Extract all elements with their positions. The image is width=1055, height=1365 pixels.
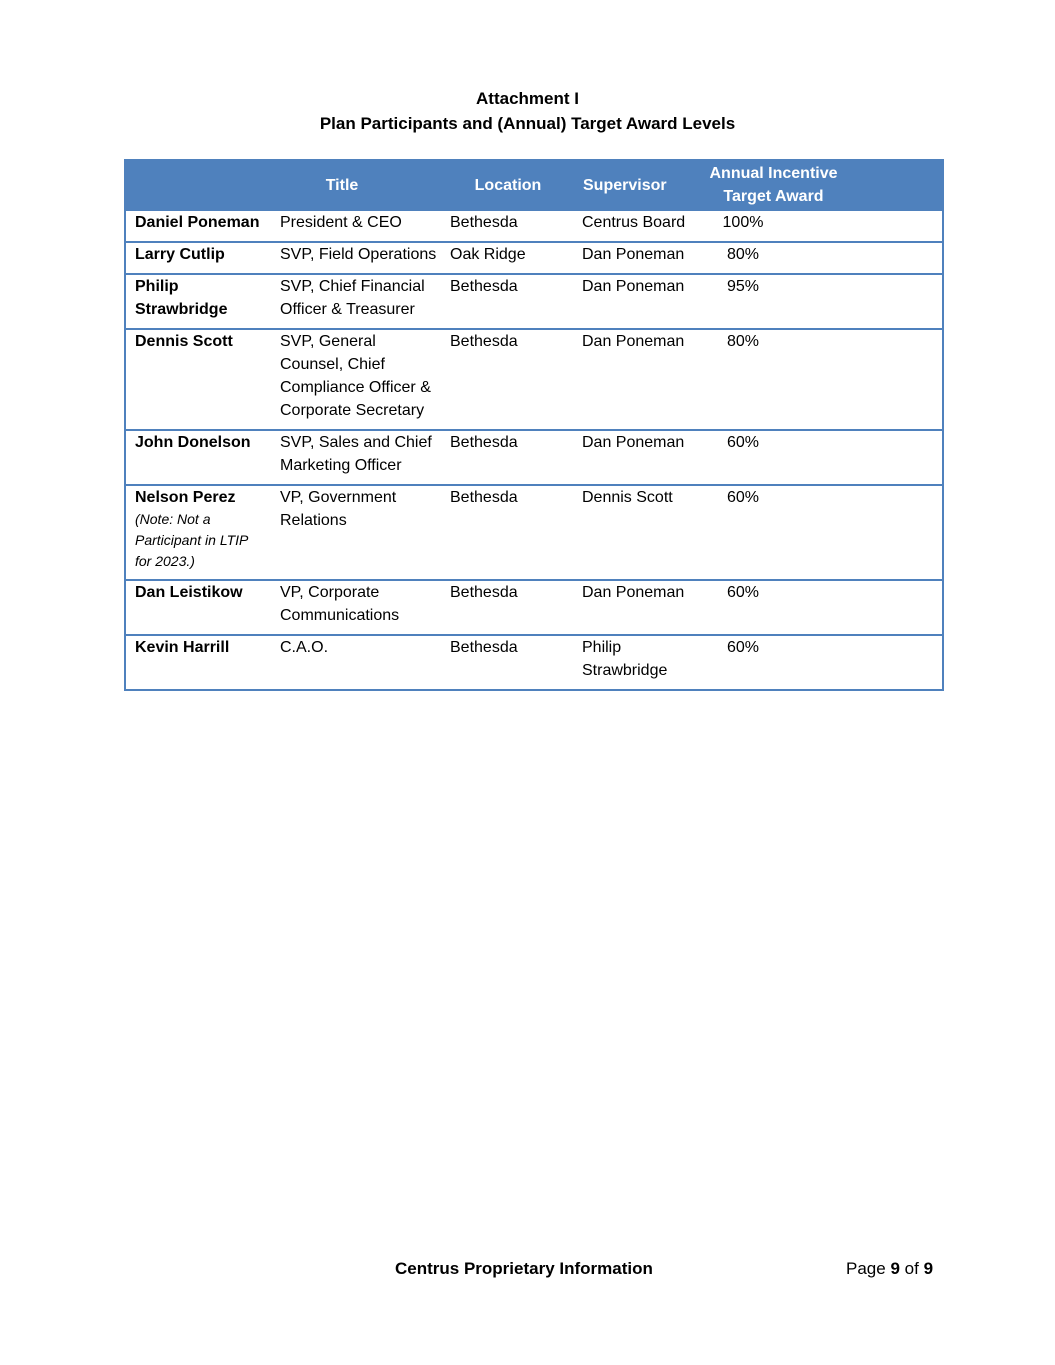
participant-name: John Donelson — [125, 430, 272, 485]
participant-name-cell — [125, 485, 272, 580]
attachment-subtitle: Plan Participants and (Annual) Target Award Levels — [319, 114, 736, 133]
page-of: of — [904, 1259, 919, 1278]
participant-supervisor: Dennis Scott — [574, 485, 694, 580]
table-row — [125, 210, 943, 242]
page-number — [846, 1256, 933, 1281]
header-supervisor: Supervisor — [574, 160, 694, 210]
participant-location: Bethesda — [442, 635, 574, 690]
participant-note: (Note: Not a Participant in LTIP for 2023.) — [135, 511, 248, 569]
participant-title: SVP, General Counsel, Chief Compliance Officer & Corporate Secretary — [272, 329, 442, 430]
participant-target-award: 95% — [694, 274, 943, 329]
participant-location: Oak Ridge — [442, 242, 574, 274]
participant-location: Bethesda — [442, 210, 574, 242]
participant-target-award: 60% — [694, 635, 943, 690]
participant-target-award: 80% — [694, 242, 943, 274]
participant-location: Bethesda — [442, 580, 574, 635]
participant-name: Daniel Poneman — [125, 210, 272, 242]
participant-target-award: 100% — [694, 210, 943, 242]
header-award-line2: Target Award — [723, 188, 824, 205]
participant-name: Dennis Scott — [125, 329, 272, 430]
header-target-award — [694, 160, 943, 210]
participant-supervisor: Dan Poneman — [574, 430, 694, 485]
table-row — [125, 242, 943, 274]
participant-title: VP, Government Relations — [272, 485, 442, 580]
table-row — [125, 485, 943, 580]
participant-name: Kevin Harrill — [125, 635, 272, 690]
participant-title: SVP, Sales and Chief Marketing Officer — [272, 430, 442, 485]
participants-table — [124, 159, 944, 691]
participant-location: Bethesda — [442, 430, 574, 485]
participant-title: President & CEO — [272, 210, 442, 242]
participant-target-award: 80% — [694, 329, 943, 430]
header-name — [125, 160, 272, 210]
participant-target-award: 60% — [694, 485, 943, 580]
participant-supervisor: Philip Strawbridge — [574, 635, 694, 690]
participant-location: Bethesda — [442, 274, 574, 329]
participant-supervisor: Centrus Board — [574, 210, 694, 242]
participant-target-award: 60% — [694, 580, 943, 635]
participant-supervisor: Dan Poneman — [574, 242, 694, 274]
table-header-row — [125, 160, 943, 210]
participant-name: Nelson Perez — [135, 489, 236, 506]
table-row — [125, 580, 943, 635]
participant-name: Philip Strawbridge — [125, 274, 272, 329]
participant-title: VP, Corporate Communications — [272, 580, 442, 635]
participant-target-award: 60% — [694, 430, 943, 485]
table-row — [125, 329, 943, 430]
attachment-title: Attachment I — [476, 89, 579, 108]
table-row — [125, 635, 943, 690]
participant-name: Dan Leistikow — [125, 580, 272, 635]
page-total: 9 — [923, 1259, 934, 1278]
participant-supervisor: Dan Poneman — [574, 329, 694, 430]
participant-name: Larry Cutlip — [125, 242, 272, 274]
participant-location: Bethesda — [442, 329, 574, 430]
participant-location: Bethesda — [442, 485, 574, 580]
participant-title: SVP, Chief Financial Officer & Treasurer — [272, 274, 442, 329]
table-row — [125, 430, 943, 485]
participant-title: SVP, Field Operations — [272, 242, 442, 274]
participant-title: C.A.O. — [272, 635, 442, 690]
page-label: Page — [846, 1259, 886, 1278]
header-title: Title — [272, 160, 442, 210]
page-current: 9 — [890, 1259, 900, 1278]
header-location: Location — [442, 160, 574, 210]
participant-supervisor: Dan Poneman — [574, 580, 694, 635]
table-row — [125, 274, 943, 329]
header-award-line1: Annual Incentive — [709, 165, 838, 182]
participant-supervisor: Dan Poneman — [574, 274, 694, 329]
footer-confidentiality: Centrus Proprietary Information — [395, 1259, 653, 1278]
